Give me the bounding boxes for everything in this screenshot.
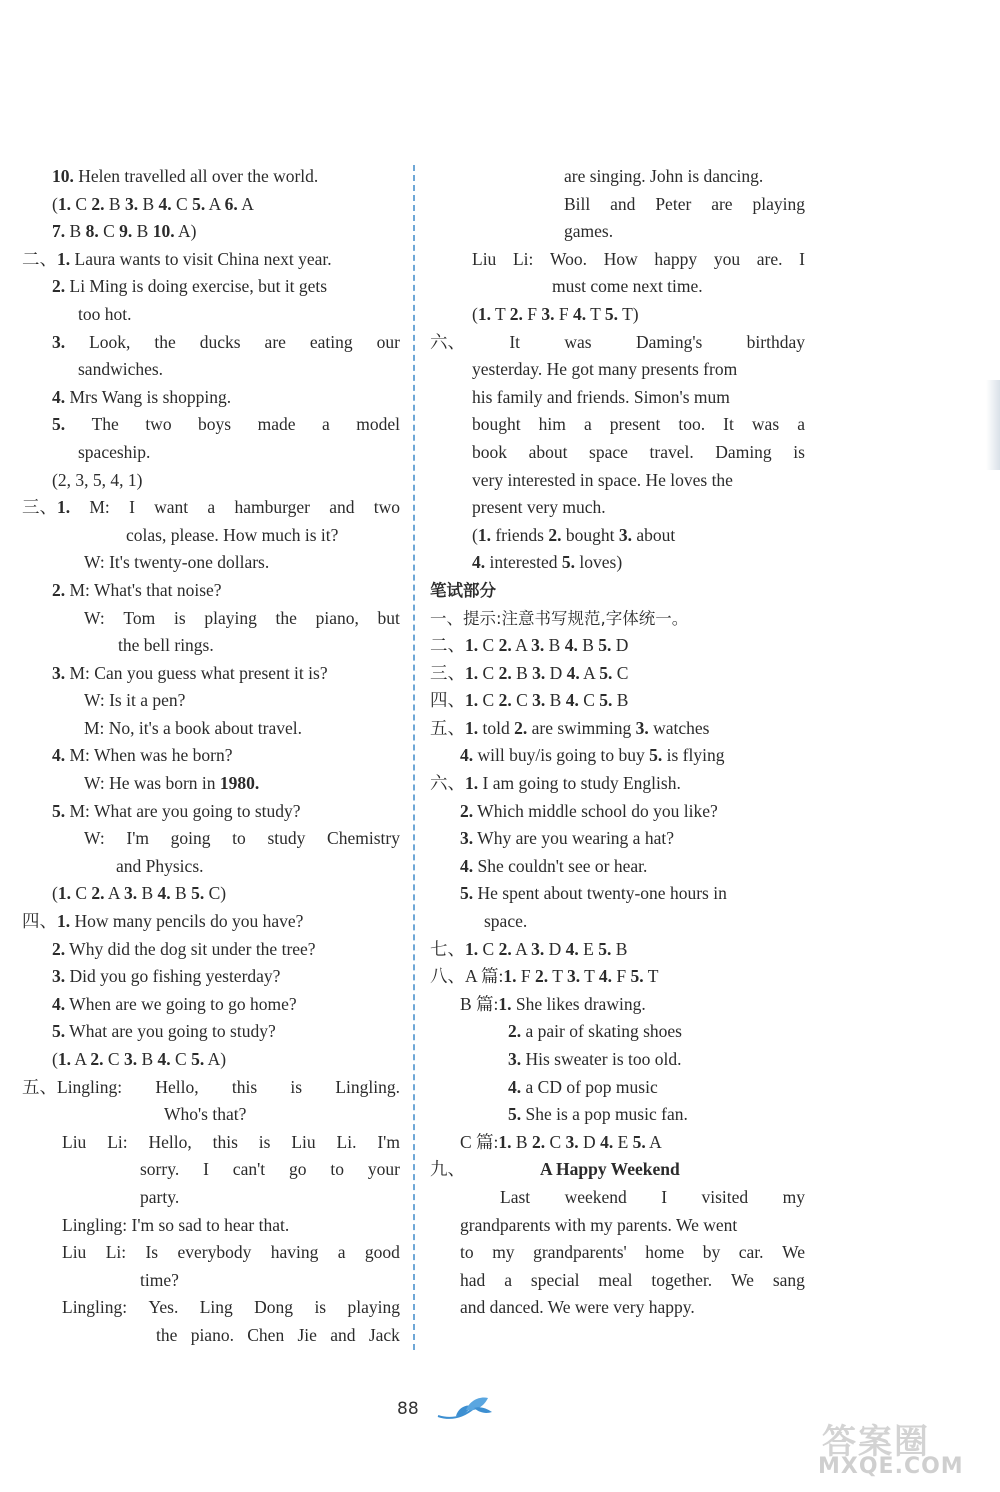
- right-line: 4. a CD of pop music: [508, 1076, 658, 1097]
- right-line: must come next time.: [552, 276, 703, 297]
- left-line: 二、1. Laura wants to visit China next year.: [22, 248, 332, 269]
- left-line: (1. C 2. A 3. B 4. B 5. C): [52, 883, 227, 904]
- left-column: [22, 163, 400, 1350]
- right-line: 七、1. C 2. A 3. D 4. E 5. B: [430, 938, 628, 959]
- right-line: grandparents with my parents. We went: [460, 1214, 738, 1235]
- left-line: (1. A 2. C 3. B 4. C 5. A): [52, 1049, 227, 1069]
- left-line: W: Tom is playing the piano, but: [84, 607, 400, 628]
- page-number: 88: [397, 1399, 419, 1419]
- left-line: 三、1. M: I want a hamburger and two: [22, 497, 400, 518]
- left-line: 2. Why did the dog sit under the tree?: [52, 938, 316, 959]
- right-line: 2. a pair of skating shoes: [508, 1021, 682, 1042]
- left-line: 5. M: What are you going to study?: [52, 800, 301, 821]
- right-line: 三、1. C 2. B 3. D 4. A 5. C: [430, 662, 629, 683]
- right-line: 二、1. C 2. A 3. B 4. B 5. D: [430, 635, 629, 656]
- right-line: 4. will buy/is going to buy 5. is flying: [460, 745, 725, 766]
- right-line: Last weekend I visited my: [500, 1186, 805, 1207]
- leaf-icon: [436, 1394, 496, 1424]
- right-line: 4. interested 5. loves): [472, 552, 623, 573]
- right-line: (1. T 2. F 3. F 4. T 5. T): [472, 303, 639, 324]
- left-line: Who's that?: [164, 1104, 247, 1125]
- left-line: spaceship.: [78, 441, 151, 462]
- right-line: 四、1. C 2. C 3. B 4. C 5. B: [430, 690, 629, 711]
- right-line: B 篇:1. She likes drawing.: [460, 993, 646, 1014]
- right-line: 五、1. told 2. are swimming 3. watches: [430, 717, 710, 738]
- left-line: (2, 3, 5, 4, 1): [52, 469, 143, 490]
- left-line: Lingling: I'm so sad to hear that.: [62, 1214, 290, 1235]
- left-line: 5. What are you going to study?: [52, 1021, 276, 1042]
- right-line: Liu Li: Woo. How happy you are. I: [472, 248, 805, 269]
- right-line: 5. He spent about twenty-one hours in: [460, 883, 727, 904]
- right-line: book about space travel. Daming is: [472, 441, 805, 462]
- left-line: Liu Li: Hello, this is Liu Li. I'm: [62, 1131, 400, 1152]
- right-line: bought him a present too. It was a: [472, 414, 805, 435]
- left-line: the piano. Chen Jie and Jack: [156, 1324, 400, 1345]
- right-line: 5. She is a pop music fan.: [508, 1104, 688, 1125]
- right-line: 八、A 篇:1. F 2. T 3. T 4. F 5. T: [430, 966, 659, 987]
- right-line: 笔试部分: [430, 580, 496, 600]
- right-line: 六、 It was Daming's birthday: [430, 331, 805, 352]
- right-line: had a special meal together. We sang: [460, 1269, 805, 1290]
- right-line: to my grandparents' home by car. We: [460, 1242, 805, 1263]
- page-edge-shadow: [986, 380, 1000, 470]
- right-line: present very much.: [472, 497, 606, 518]
- left-line: 4. M: When was he born?: [52, 745, 233, 766]
- left-line: too hot.: [78, 303, 132, 324]
- left-line: M: No, it's a book about travel.: [84, 717, 302, 738]
- right-line: are singing. John is dancing.: [564, 166, 764, 186]
- left-line: party.: [140, 1186, 180, 1207]
- right-line: his family and friends. Simon's mum: [472, 386, 730, 407]
- left-line: Lingling: Yes. Ling Dong is playing: [62, 1297, 400, 1318]
- right-line: yesterday. He got many presents from: [472, 359, 738, 380]
- left-line: sandwiches.: [78, 359, 164, 380]
- watermark-cn: 答案圈: [822, 1422, 930, 1462]
- left-line: 四、1. How many pencils do you have?: [22, 911, 304, 932]
- left-line: W: I'm going to study Chemistry: [84, 828, 400, 849]
- left-line: time?: [140, 1269, 179, 1290]
- right-line: 2. Which middle school do you like?: [460, 800, 718, 821]
- watermark-en: MXQE.COM: [818, 1454, 964, 1479]
- left-line: 五、Lingling: Hello, this is Lingling.: [22, 1076, 400, 1097]
- left-line: 5. The two boys made a model: [52, 414, 400, 435]
- right-line: 一、提示:注意书写规范,字体统一。: [430, 608, 689, 628]
- left-line: 10. Helen travelled all over the world.: [52, 166, 319, 186]
- left-line: sorry. I can't go to your: [140, 1159, 400, 1180]
- left-line: 3. Did you go fishing yesterday?: [52, 966, 281, 987]
- left-line: 3. M: Can you guess what present it is?: [52, 662, 328, 683]
- left-line: 3. Look, the ducks are eating our: [52, 331, 400, 352]
- watermark: [818, 1414, 998, 1490]
- right-line: games.: [564, 221, 614, 242]
- right-line: 3. Why are you wearing a hat?: [460, 828, 674, 849]
- left-line: W: It's twenty-one dollars.: [84, 552, 270, 573]
- left-line: and Physics.: [116, 855, 204, 876]
- left-line: the bell rings.: [118, 635, 214, 656]
- right-line: 六、1. I am going to study English.: [430, 773, 681, 794]
- right-line: 3. His sweater is too old.: [508, 1049, 682, 1069]
- left-line: 4. When are we going to go home?: [52, 993, 297, 1014]
- left-line: 2. Li Ming is doing exercise, but it gets: [52, 276, 328, 297]
- left-line: W: Is it a pen?: [84, 690, 186, 711]
- column-divider: [413, 165, 415, 1350]
- left-line: 4. Mrs Wang is shopping.: [52, 386, 232, 407]
- left-line: Liu Li: Is everybody having a good: [62, 1242, 400, 1263]
- essay-title: A Happy Weekend: [540, 1159, 680, 1180]
- right-line: 九、 A Happy Weekend: [430, 1156, 805, 1184]
- right-line: (1. friends 2. bought 3. about: [472, 524, 676, 545]
- left-line: 7. B 8. C 9. B 10. A): [52, 221, 197, 242]
- right-column: [430, 163, 805, 1322]
- right-line: very interested in space. He loves the: [472, 469, 733, 490]
- right-line: C 篇:1. B 2. C 3. D 4. E 5. A: [460, 1131, 662, 1152]
- left-line: 2. M: What's that noise?: [52, 579, 222, 600]
- right-line: and danced. We were very happy.: [460, 1297, 695, 1318]
- right-line: 4. She couldn't see or hear.: [460, 855, 648, 876]
- left-line: (1. C 2. B 3. B 4. C 5. A 6. A: [52, 193, 254, 214]
- left-line: colas, please. How much is it?: [126, 524, 339, 545]
- left-line: W: He was born in 1980.: [84, 773, 260, 794]
- right-line: space.: [484, 911, 528, 932]
- right-line: Bill and Peter are playing: [564, 193, 805, 214]
